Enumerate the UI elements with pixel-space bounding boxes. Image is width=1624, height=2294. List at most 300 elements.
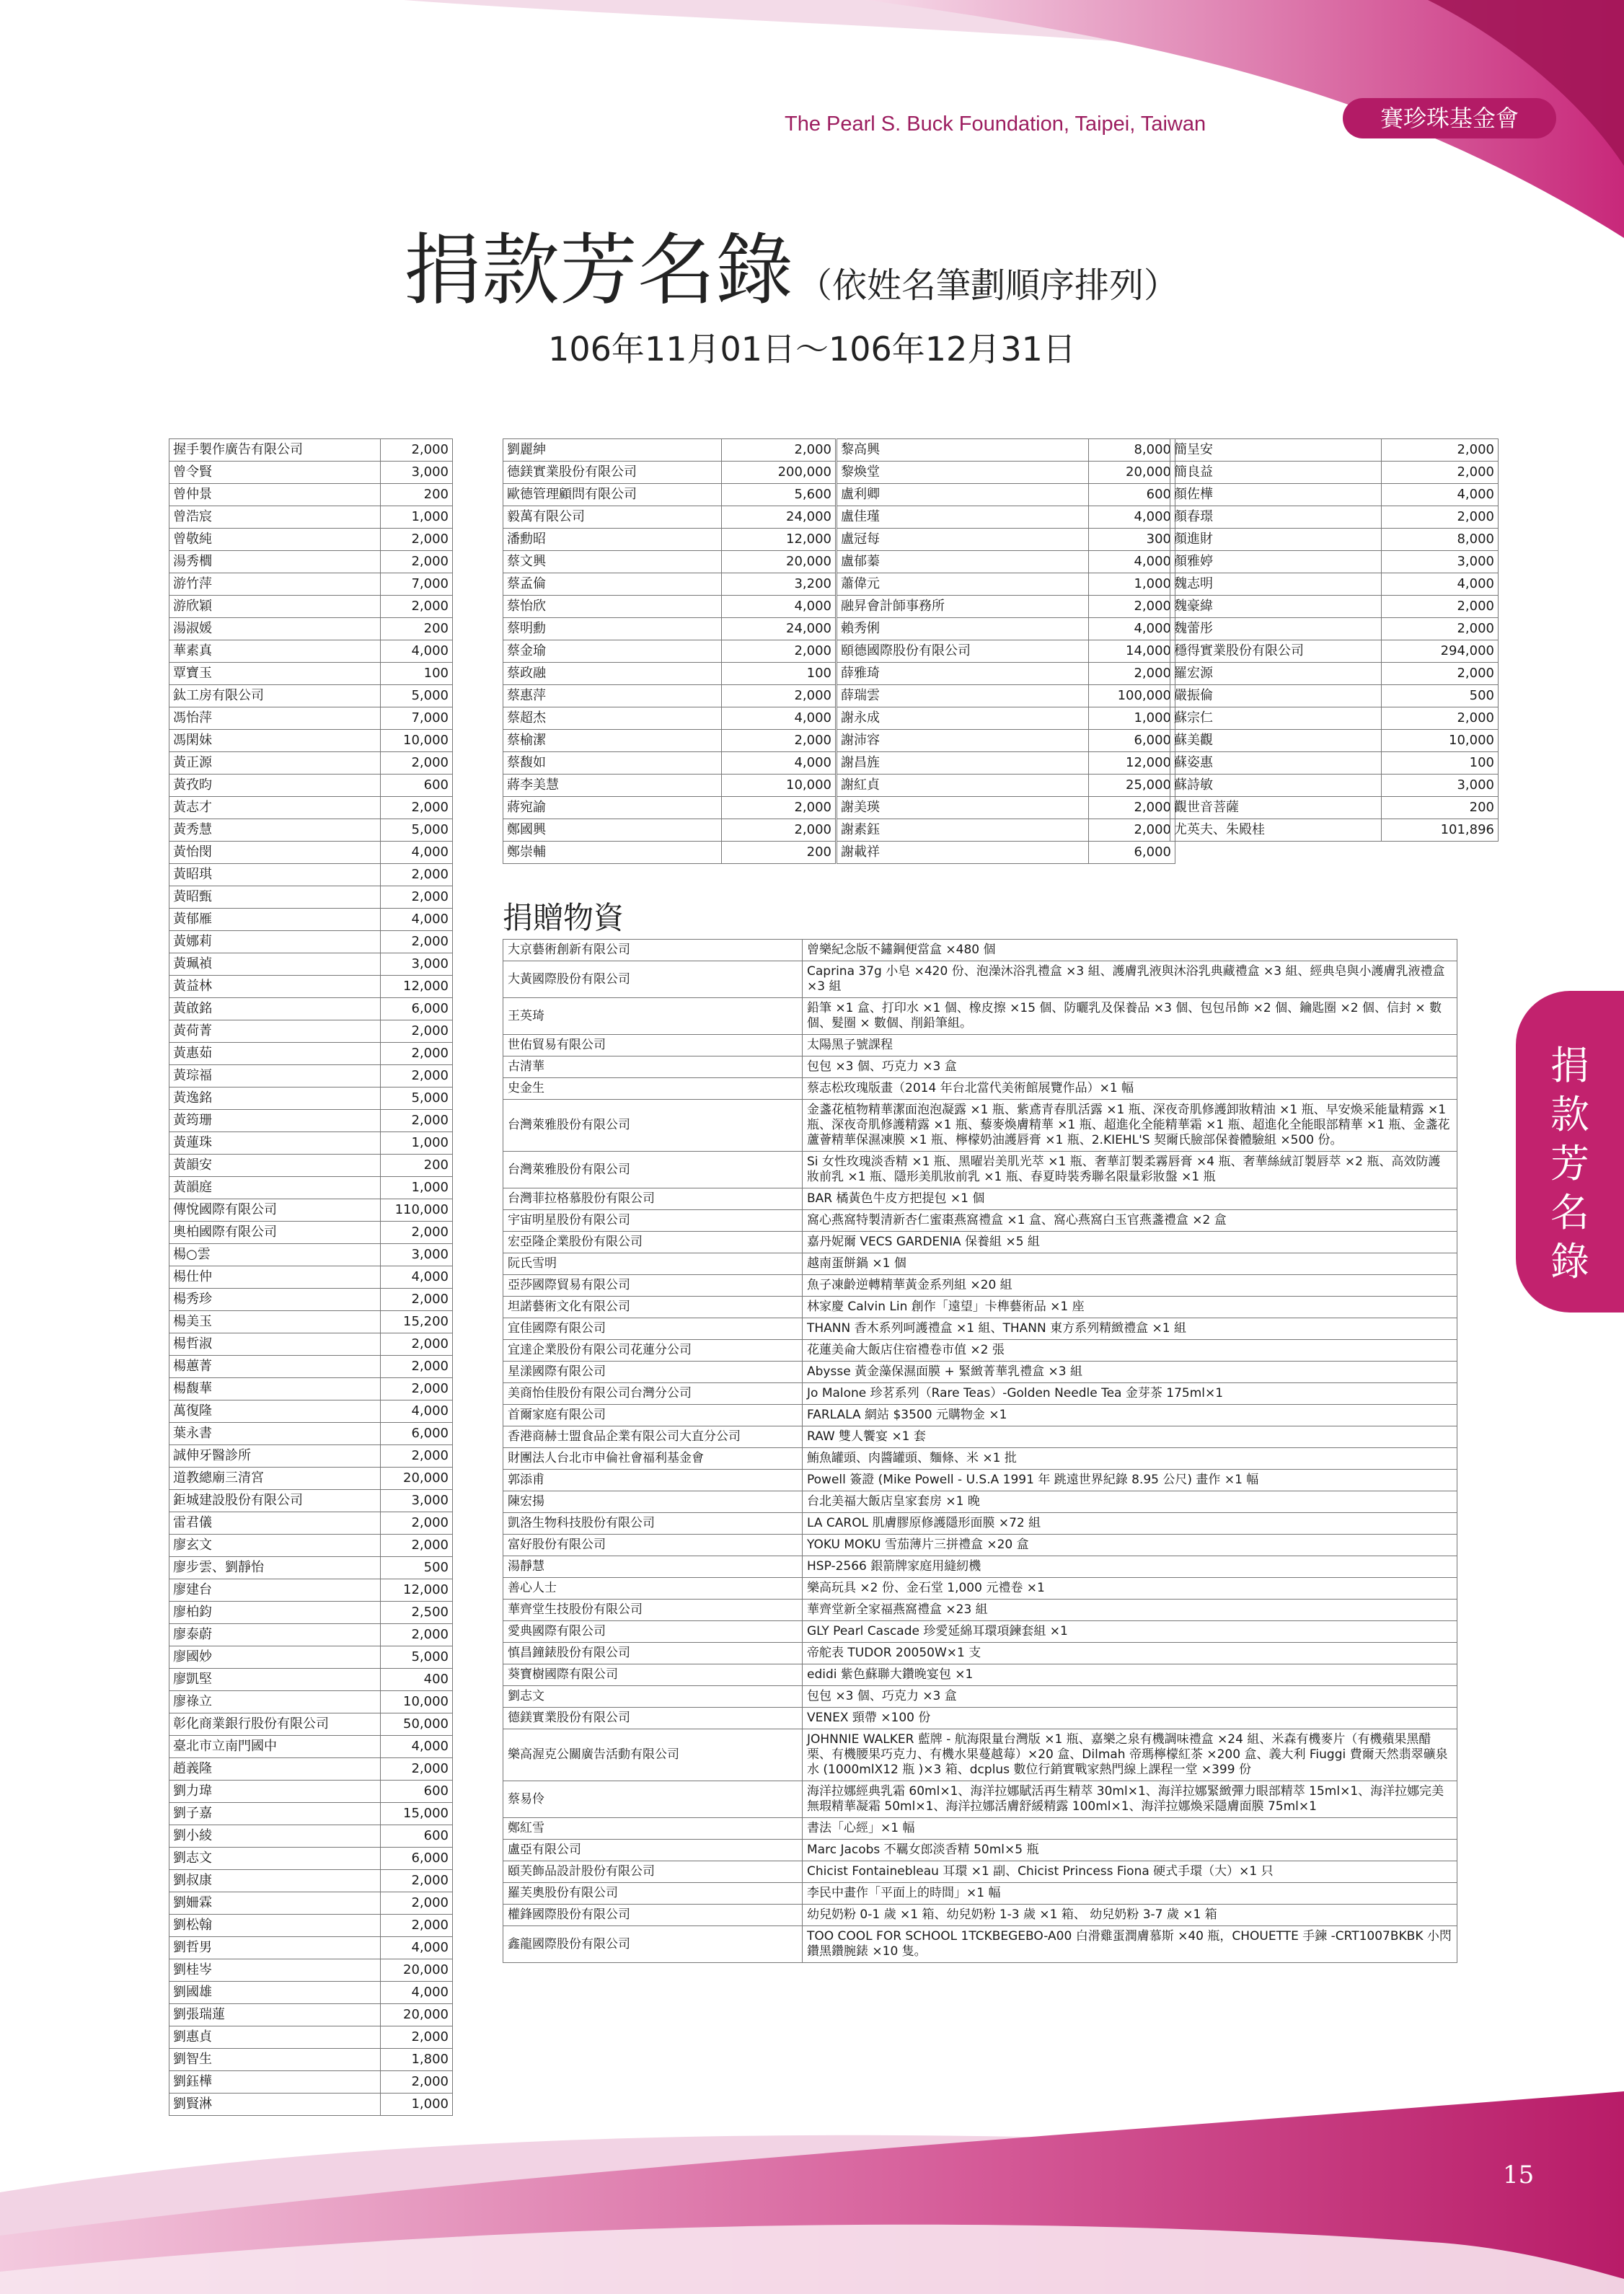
donor-row [503, 842, 836, 864]
donor-row [169, 797, 453, 819]
side-tab [1516, 991, 1624, 1313]
goods-donor: 羅芙奧股份有限公司 [503, 1883, 803, 1905]
donor-amount: 3,200 [722, 573, 836, 596]
goods-items: 鉛筆 ×1 盒、打印水 ×1 個、橡皮擦 ×15 個、防曬乳及保養品 ×3 個、包包吊飾 ×2 個、鑰匙圈 ×2 個、信封 × 數個、髮圈 × 數個、削鉛筆組。 [803, 998, 1457, 1035]
donor-row [503, 462, 836, 484]
donor-amount: 3,000 [381, 462, 453, 484]
donor-row [169, 1535, 453, 1557]
donor-name: 蔣李美慧 [503, 775, 722, 797]
donor-name: 楊美玉 [169, 1311, 381, 1333]
donor-row [837, 752, 1175, 775]
donor-row [169, 1065, 453, 1088]
donor-amount: 4,000 [1382, 573, 1499, 596]
donor-column-4 [1170, 438, 1499, 842]
donor-amount: 200 [1382, 797, 1499, 819]
donor-name: 臺北市立南門國中 [169, 1736, 381, 1758]
donor-amount: 100,000 [1089, 685, 1175, 707]
donor-row [169, 775, 453, 797]
donor-row [169, 931, 453, 953]
goods-items: Jo Malone 珍茗系列（Rare Teas）-Golden Needle Tea 金芽茶 175ml×1 [803, 1383, 1457, 1405]
donor-name: 薛瑞雲 [837, 685, 1089, 707]
donor-amount: 2,000 [381, 1356, 453, 1378]
donor-amount: 4,000 [722, 752, 836, 775]
donor-row [169, 1423, 453, 1445]
donor-name: 謝美瑛 [837, 797, 1089, 819]
donor-row [169, 1646, 453, 1669]
donor-row [169, 663, 453, 685]
donor-row [169, 618, 453, 640]
donor-amount: 300 [1089, 529, 1175, 551]
donor-name: 黃韻安 [169, 1155, 381, 1177]
goods-donor: 王英琦 [503, 998, 803, 1035]
donor-name: 蔡榆潔 [503, 730, 722, 752]
donor-row [503, 596, 836, 618]
donor-amount: 101,896 [1382, 819, 1499, 842]
donor-row [169, 439, 453, 462]
donor-name: 顏佐樺 [1170, 484, 1382, 506]
goods-row [503, 1818, 1457, 1840]
donor-amount: 5,000 [381, 1646, 453, 1669]
goods-row [503, 1056, 1457, 1078]
donor-name: 黃荷菁 [169, 1020, 381, 1043]
donor-row [503, 707, 836, 730]
donor-amount: 5,000 [381, 819, 453, 842]
donor-row [1170, 663, 1499, 685]
donor-row [169, 2094, 453, 2116]
donor-row [169, 529, 453, 551]
donor-name: 羅宏源 [1170, 663, 1382, 685]
goods-heading: 捐贈物資 [503, 900, 625, 935]
donor-amount: 12,000 [381, 976, 453, 998]
donor-row [169, 2026, 453, 2049]
donor-row [1170, 730, 1499, 752]
donor-name: 嚴振倫 [1170, 685, 1382, 707]
goods-row [503, 1729, 1457, 1781]
donor-row [169, 1736, 453, 1758]
donor-name: 傳悅國際有限公司 [169, 1199, 381, 1222]
donor-row [1170, 685, 1499, 707]
donor-amount: 6,000 [381, 1423, 453, 1445]
goods-items: RAW 雙人饗宴 ×1 套 [803, 1426, 1457, 1448]
donor-amount: 6,000 [381, 998, 453, 1020]
donor-amount: 3,000 [1382, 551, 1499, 573]
donor-amount: 4,000 [722, 596, 836, 618]
donor-name: 潘勳昭 [503, 529, 722, 551]
donor-amount: 20,000 [381, 1959, 453, 1982]
page-number: 15 [1503, 2161, 1535, 2189]
donor-amount: 4,000 [381, 1736, 453, 1758]
donor-amount: 3,000 [381, 1244, 453, 1266]
donor-row [1170, 640, 1499, 663]
donor-name: 鄭國興 [503, 819, 722, 842]
donor-name: 劉哲男 [169, 1937, 381, 1959]
donor-name: 劉桂岑 [169, 1959, 381, 1982]
donor-amount: 5,600 [722, 484, 836, 506]
goods-donor: 宜達企業股份有限公司花蓮分公司 [503, 1340, 803, 1362]
donor-amount: 50,000 [381, 1713, 453, 1736]
donor-amount: 5,000 [381, 1088, 453, 1110]
donor-row [169, 886, 453, 909]
goods-donor: 宏亞隆企業股份有限公司 [503, 1232, 803, 1253]
donor-row [169, 1915, 453, 1937]
donor-amount: 2,000 [1382, 618, 1499, 640]
donor-name: 黃筠珊 [169, 1110, 381, 1132]
donor-amount: 2,000 [381, 1020, 453, 1043]
goods-donor: 史金生 [503, 1078, 803, 1100]
donor-row [169, 1468, 453, 1490]
donor-name: 盧郁蓁 [837, 551, 1089, 573]
goods-items: 華齊堂新全家福燕窩禮盒 ×23 組 [803, 1600, 1457, 1621]
donor-amount: 110,000 [381, 1199, 453, 1222]
donor-name: 德鎂實業股份有限公司 [503, 462, 722, 484]
donor-column-3 [837, 438, 1175, 864]
donor-row [837, 551, 1175, 573]
donor-name: 歐德管理顧問有限公司 [503, 484, 722, 506]
donor-row [503, 551, 836, 573]
donor-row [837, 819, 1175, 842]
donor-row [169, 1222, 453, 1244]
goods-row [503, 1340, 1457, 1362]
donor-amount: 2,000 [722, 730, 836, 752]
donor-row [503, 819, 836, 842]
donor-row [503, 685, 836, 707]
goods-donor: 世佑貿易有限公司 [503, 1035, 803, 1056]
donor-amount: 4,000 [381, 909, 453, 931]
donor-name: 劉志文 [169, 1848, 381, 1870]
goods-row [503, 1708, 1457, 1729]
goods-row [503, 1781, 1457, 1818]
donor-amount: 12,000 [722, 529, 836, 551]
goods-items: 帝舵表 TUDOR 20050W×1 支 [803, 1643, 1457, 1664]
title-sub: （依姓名筆劃順序排列） [798, 265, 1179, 306]
donor-row [169, 1490, 453, 1512]
goods-row [503, 1926, 1457, 1963]
donor-name: 楊蕙菁 [169, 1356, 381, 1378]
donor-name: 廖玄文 [169, 1535, 381, 1557]
donor-name: 劉松翰 [169, 1915, 381, 1937]
donor-name: 黃益林 [169, 976, 381, 998]
donor-row [503, 506, 836, 529]
donor-name: 黎煥堂 [837, 462, 1089, 484]
goods-donor: 德鎂實業股份有限公司 [503, 1708, 803, 1729]
goods-row [503, 998, 1457, 1035]
donor-amount: 100 [1382, 752, 1499, 775]
donor-amount: 12,000 [381, 1579, 453, 1602]
goods-items: Caprina 37g 小皂 ×420 份、泡澡沐浴乳禮盒 ×3 組、護膚乳液與沐浴乳典藏禮盒 ×3 組、經典皂與小護膚乳液禮盒 ×3 組 [803, 961, 1457, 998]
goods-donor: 美商怡佳股份有限公司台灣分公司 [503, 1383, 803, 1405]
donor-amount: 4,000 [1089, 551, 1175, 573]
goods-donor: 權鋒國際股份有限公司 [503, 1905, 803, 1926]
donor-name: 盧佳瑾 [837, 506, 1089, 529]
donor-row [837, 663, 1175, 685]
donor-name: 黃正源 [169, 752, 381, 775]
donor-row [1170, 551, 1499, 573]
donor-row [169, 1870, 453, 1892]
donor-amount: 2,000 [1382, 439, 1499, 462]
donor-row [1170, 596, 1499, 618]
donor-name: 廖建台 [169, 1579, 381, 1602]
goods-donor: 郭添甫 [503, 1470, 803, 1491]
donor-row [169, 484, 453, 506]
donor-name: 魏蕾彤 [1170, 618, 1382, 640]
donor-name: 尤英夫、朱殿桂 [1170, 819, 1382, 842]
donor-amount: 10,000 [381, 1691, 453, 1713]
donor-name: 廖凱堅 [169, 1669, 381, 1691]
goods-row [503, 1600, 1457, 1621]
goods-donor: 湯靜慧 [503, 1556, 803, 1578]
goods-row [503, 1297, 1457, 1318]
donor-name: 曾敬純 [169, 529, 381, 551]
donor-amount: 2,500 [381, 1602, 453, 1624]
donor-row [169, 2004, 453, 2026]
donor-row [169, 1624, 453, 1646]
donor-name: 廖柏鈞 [169, 1602, 381, 1624]
goods-row [503, 1152, 1457, 1188]
goods-section [503, 939, 1457, 1963]
donor-name: 廖國妙 [169, 1646, 381, 1669]
goods-row [503, 1405, 1457, 1426]
donor-name: 曾浩宸 [169, 506, 381, 529]
donor-amount: 2,000 [381, 1870, 453, 1892]
donor-row [169, 953, 453, 976]
goods-row [503, 1861, 1457, 1883]
goods-row [503, 1253, 1457, 1275]
donor-name: 簡呈安 [1170, 439, 1382, 462]
donor-name: 游欣穎 [169, 596, 381, 618]
donor-row [837, 685, 1175, 707]
goods-donor: 宇宙明星股份有限公司 [503, 1210, 803, 1232]
goods-row [503, 940, 1457, 961]
donor-amount: 4,000 [381, 1937, 453, 1959]
donor-row [169, 1244, 453, 1266]
goods-items: JOHNNIE WALKER 藍牌 - 航海限量台灣版 ×1 瓶、嘉樂之泉有機調味禮盒 ×24 組、米森有機麥片（有機蘋果黑醋栗、有機腰果巧克力、有機水果蔓越莓）×20 盒、Dilmah 帝瑪檸檬紅茶 ×200 盒、義大利 Fiuggi 費爾天然翡翠礦泉水 (1000mlX12 瓶 )×3 箱、dcplus 數位行銷實戰家熱門線上課程一堂 ×399 份 [803, 1729, 1457, 1781]
donor-row [169, 2049, 453, 2071]
donor-amount: 2,000 [381, 551, 453, 573]
goods-row [503, 1491, 1457, 1513]
donor-amount: 20,000 [722, 551, 836, 573]
goods-donor: 亞莎國際貿易有限公司 [503, 1275, 803, 1297]
donor-amount: 6,000 [1089, 730, 1175, 752]
donor-name: 劉惠貞 [169, 2026, 381, 2049]
donor-amount: 4,000 [381, 640, 453, 663]
donor-name: 楊哲淑 [169, 1333, 381, 1356]
donor-amount: 24,000 [722, 618, 836, 640]
donor-amount: 6,000 [381, 1848, 453, 1870]
donor-amount: 10,000 [1382, 730, 1499, 752]
goods-donor: 蔡易伶 [503, 1781, 803, 1818]
donor-amount: 2,000 [381, 1624, 453, 1646]
donor-name: 蘇宗仁 [1170, 707, 1382, 730]
donor-amount: 1,800 [381, 2049, 453, 2071]
donor-amount: 200 [381, 484, 453, 506]
donor-amount: 200 [381, 618, 453, 640]
donor-amount: 2,000 [381, 1445, 453, 1468]
donor-name: 黃怡閔 [169, 842, 381, 864]
goods-donor: 大黃國際股份有限公司 [503, 961, 803, 998]
goods-donor: 善心人士 [503, 1578, 803, 1600]
goods-donor: 大京藝術創新有限公司 [503, 940, 803, 961]
goods-items: 蔡志松玫瑰版畫（2014 年台北當代美術館展覽作品）×1 幅 [803, 1078, 1457, 1100]
donor-amount: 24,000 [722, 506, 836, 529]
donor-amount: 2,000 [1382, 506, 1499, 529]
donor-name: 蘇詩敏 [1170, 775, 1382, 797]
goods-row [503, 1578, 1457, 1600]
goods-items: 鮪魚罐頭、肉醬罐頭、麵條、米 ×1 批 [803, 1448, 1457, 1470]
goods-row [503, 1643, 1457, 1664]
goods-items: GLY Pearl Cascade 珍愛延綿耳環項鍊套組 ×1 [803, 1621, 1457, 1643]
donor-amount: 5,000 [381, 685, 453, 707]
donor-row [169, 1713, 453, 1736]
goods-donor: 劉志文 [503, 1686, 803, 1708]
foundation-name: The Pearl S. Buck Foundation, Taipei, Taiwan [785, 113, 1206, 136]
donor-row [169, 1199, 453, 1222]
donor-row [169, 707, 453, 730]
donor-name: 黃珮禎 [169, 953, 381, 976]
donor-row [837, 640, 1175, 663]
goods-donor: 慎昌鐘錶股份有限公司 [503, 1643, 803, 1664]
side-tab-text: 捐 款 芳 名 錄 [1550, 1043, 1589, 1284]
goods-items: 李民中畫作「平面上的時間」×1 幅 [803, 1883, 1457, 1905]
donor-row [169, 1020, 453, 1043]
donor-row [503, 752, 836, 775]
donor-row [169, 864, 453, 886]
donor-amount: 14,000 [1089, 640, 1175, 663]
donor-amount: 400 [381, 1669, 453, 1691]
donor-row [503, 484, 836, 506]
donor-amount: 2,000 [1382, 707, 1499, 730]
donor-amount: 4,000 [381, 1266, 453, 1289]
donor-row [169, 1669, 453, 1691]
donor-amount: 2,000 [381, 1110, 453, 1132]
donor-row [169, 976, 453, 998]
donor-amount: 2,000 [381, 797, 453, 819]
donor-name: 黃啟銘 [169, 998, 381, 1020]
goods-items: FARLALA 網站 $3500 元購物金 ×1 [803, 1405, 1457, 1426]
donor-row [169, 1803, 453, 1825]
donor-row [169, 506, 453, 529]
donor-name: 蔡孟倫 [503, 573, 722, 596]
goods-donor: 台灣菲拉格慕股份有限公司 [503, 1188, 803, 1210]
donor-row [837, 573, 1175, 596]
goods-table [503, 939, 1457, 1963]
donor-amount: 200,000 [722, 462, 836, 484]
goods-donor: 阮氏雪明 [503, 1253, 803, 1275]
donor-name: 黃志才 [169, 797, 381, 819]
donor-row [169, 1445, 453, 1468]
goods-donor: 頤芙飾品設計股份有限公司 [503, 1861, 803, 1883]
donor-amount: 600 [1089, 484, 1175, 506]
donor-name: 顏春璟 [1170, 506, 1382, 529]
donor-name: 盧冠每 [837, 529, 1089, 551]
donor-name: 黃琮福 [169, 1065, 381, 1088]
donor-name: 楊○雲 [169, 1244, 381, 1266]
goods-row [503, 1035, 1457, 1056]
goods-donor: 香港商赫士盟食品企業有限公司大直分公司 [503, 1426, 803, 1448]
donor-name: 誠伸牙醫診所 [169, 1445, 381, 1468]
donor-amount: 2,000 [381, 1512, 453, 1535]
donor-table-3 [837, 438, 1175, 864]
donor-row [1170, 573, 1499, 596]
goods-donor: 台灣萊雅股份有限公司 [503, 1152, 803, 1188]
goods-donor: 宜佳國際有限公司 [503, 1318, 803, 1340]
donor-row [169, 1311, 453, 1333]
goods-items: 書法「心經」×1 幅 [803, 1818, 1457, 1840]
donor-name: 鈦工房有限公司 [169, 685, 381, 707]
goods-row [503, 1664, 1457, 1686]
donor-name: 蔡惠萍 [503, 685, 722, 707]
donor-name: 謝昌旌 [837, 752, 1089, 775]
donor-row [169, 1848, 453, 1870]
donor-row [169, 1266, 453, 1289]
donor-row [503, 797, 836, 819]
goods-row [503, 1883, 1457, 1905]
donor-row [1170, 775, 1499, 797]
donor-amount: 2,000 [381, 1043, 453, 1065]
donor-name: 蔡怡欣 [503, 596, 722, 618]
donor-amount: 2,000 [381, 596, 453, 618]
donor-row [169, 1356, 453, 1378]
donor-amount: 2,000 [722, 685, 836, 707]
goods-row [503, 1275, 1457, 1297]
goods-items: 魚子凍齡逆轉精華黃金系列組 ×20 組 [803, 1275, 1457, 1297]
donor-amount: 2,000 [381, 886, 453, 909]
donor-row [837, 506, 1175, 529]
donor-amount: 2,000 [1089, 596, 1175, 618]
donor-amount: 600 [381, 1781, 453, 1803]
donor-name: 蔡政融 [503, 663, 722, 685]
donor-name: 覃寶玉 [169, 663, 381, 685]
donor-amount: 2,000 [381, 1758, 453, 1781]
donor-row [1170, 797, 1499, 819]
donor-amount: 4,000 [722, 707, 836, 730]
donor-name: 廖泰蔚 [169, 1624, 381, 1646]
donor-amount: 2,000 [722, 640, 836, 663]
donor-name: 游竹萍 [169, 573, 381, 596]
goods-items: Powell 簽證 (Mike Powell - U.S.A 1991 年 跳遠世界紀錄 8.95 公尺) 畫作 ×1 幅 [803, 1470, 1457, 1491]
goods-items: 包包 ×3 個、巧克力 ×3 盒 [803, 1056, 1457, 1078]
donor-row [169, 1557, 453, 1579]
donor-name: 毅萬有限公司 [503, 506, 722, 529]
goods-donor: 台灣萊雅股份有限公司 [503, 1100, 803, 1152]
goods-items: edidi 紫色蘇聯大鑽晚宴包 ×1 [803, 1664, 1457, 1686]
goods-items: 曾樂紀念版不鏽鋼便當盒 ×480 個 [803, 940, 1457, 961]
donor-amount: 20,000 [381, 1468, 453, 1490]
donor-row [169, 573, 453, 596]
goods-donor: 樂高渥克公關廣告活動有限公司 [503, 1729, 803, 1781]
goods-items: VENEX 頸帶 ×100 份 [803, 1708, 1457, 1729]
goods-row [503, 1556, 1457, 1578]
goods-items: Si 女性玫瑰淡香精 ×1 瓶、黑曜岩美肌光萃 ×1 瓶、奢華訂製柔霧唇膏 ×4 瓶、奢華絲絨訂製唇萃 ×2 瓶、高效防護妝前乳 ×1 瓶、隱形美肌妝前乳 ×1 瓶、春夏時裝秀聯名限量彩妝盤 ×1 瓶 [803, 1152, 1457, 1188]
donor-name: 廖步雲、劉靜怡 [169, 1557, 381, 1579]
donor-row [169, 640, 453, 663]
donor-name: 黃郁雁 [169, 909, 381, 931]
donor-name: 蔡金瑜 [503, 640, 722, 663]
donor-name: 蔡文興 [503, 551, 722, 573]
goods-donor: 鑫龍國際股份有限公司 [503, 1926, 803, 1963]
donor-row [169, 730, 453, 752]
donor-row [837, 439, 1175, 462]
donor-row [169, 1758, 453, 1781]
donor-amount: 2,000 [381, 529, 453, 551]
donor-amount: 2,000 [1089, 819, 1175, 842]
goods-row [503, 1840, 1457, 1861]
donor-row [1170, 462, 1499, 484]
donor-amount: 2,000 [1382, 663, 1499, 685]
donor-column-1 [169, 438, 453, 2116]
donor-amount: 500 [381, 1557, 453, 1579]
goods-donor: 盧亞有限公司 [503, 1840, 803, 1861]
donor-amount: 1,000 [1089, 573, 1175, 596]
